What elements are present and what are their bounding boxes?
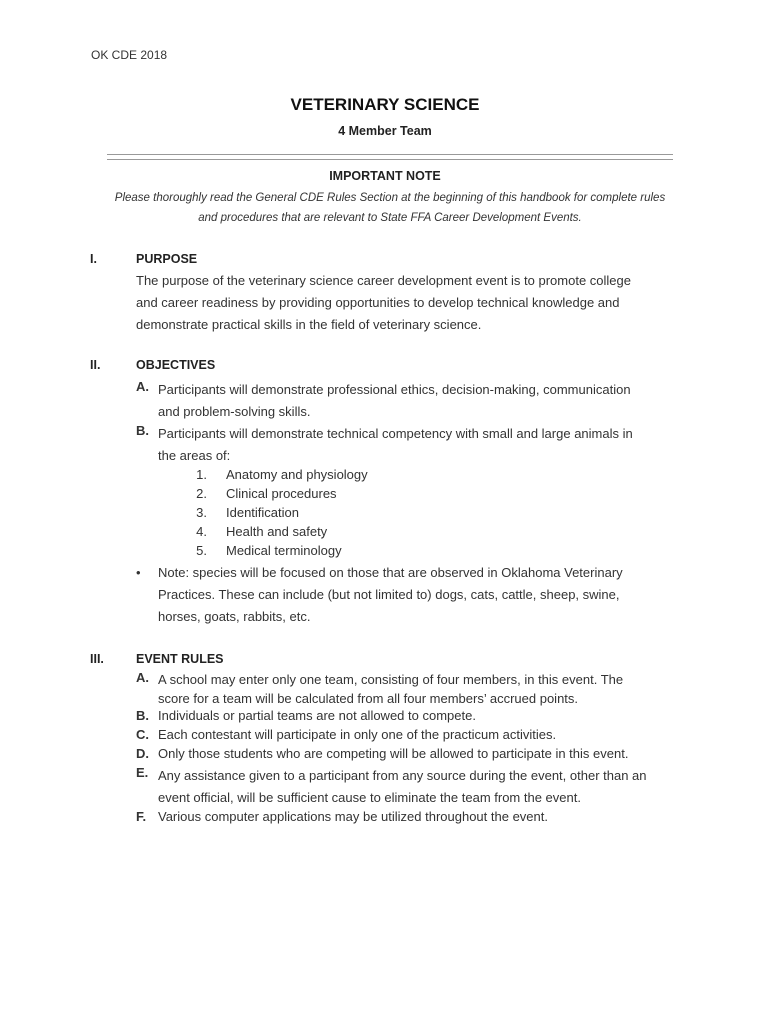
area-text: Anatomy and physiology: [226, 467, 368, 482]
area-number: 4.: [196, 524, 207, 539]
item-letter: B.: [136, 708, 149, 723]
item-line: Any assistance given to a participant from any source during the event, other than an: [158, 768, 647, 783]
item-letter: D.: [136, 746, 149, 761]
item-text: [158, 423, 698, 467]
item-letter: A.: [136, 379, 149, 394]
item-text: Various computer applications may be utilized throughout the event.: [158, 809, 548, 824]
purpose-paragraph: [136, 270, 696, 336]
area-text: Identification: [226, 505, 299, 520]
area-number: 3.: [196, 505, 207, 520]
item-text: [158, 765, 698, 809]
item-text: [158, 379, 698, 423]
area-number: 1.: [196, 467, 207, 482]
item-letter: C.: [136, 727, 149, 742]
item-line: the areas of:: [158, 448, 231, 463]
purpose-line: and career readiness by providing opportunities to develop technical knowledge and: [136, 295, 620, 310]
important-note-line: and procedures that are relevant to State FFA Career Development Events.: [198, 212, 582, 224]
item-line: and problem-solving skills.: [158, 404, 311, 419]
item-text: [158, 670, 698, 708]
item-letter: A.: [136, 670, 149, 685]
bullet-line: horses, goats, rabbits, etc.: [158, 609, 311, 624]
important-note-line: Please thoroughly read the General CDE Rules Section at the beginning of this handbook for complete rules: [114, 192, 666, 204]
item-letter: F.: [136, 809, 147, 824]
section-title-objectives: OBJECTIVES: [136, 358, 216, 372]
item-line: event official, will be sufficient cause to eliminate the team from the event.: [158, 790, 581, 805]
area-text: Medical terminology: [226, 543, 342, 558]
bullet-line: Practices. These can include (but not limited to) dogs, cats, cattle, sheep, swine,: [158, 587, 620, 602]
purpose-line: The purpose of the veterinary science career development event is to promote college: [136, 273, 631, 288]
item-text: Each contestant will participate in only one of the practicum activities.: [158, 727, 557, 742]
important-note-body: [80, 188, 700, 228]
page-subtitle: 4 Member Team: [338, 124, 432, 138]
double-rule-divider: [107, 154, 673, 160]
section-title-purpose: PURPOSE: [136, 252, 198, 266]
item-line: score for a team will be calculated from all four members’ accrued points.: [158, 691, 579, 706]
item-text: Only those students who are competing will be allowed to participate in this event.: [158, 746, 629, 761]
item-line: A school may enter only one team, consisting of four members, in this event. The: [158, 672, 624, 687]
section-numeral-purpose: I.: [90, 252, 97, 266]
area-text: Health and safety: [226, 524, 328, 539]
section-numeral-rules: III.: [90, 652, 104, 666]
page-title: VETERINARY SCIENCE: [290, 95, 480, 114]
bullet-line: Note: species will be focused on those that are observed in Oklahoma Veterinary: [158, 565, 623, 580]
area-number: 5.: [196, 543, 207, 558]
header-tag: OK CDE 2018: [91, 48, 168, 62]
section-title-rules: EVENT RULES: [136, 652, 224, 666]
section-numeral-objectives: II.: [90, 358, 101, 372]
area-text: Clinical procedures: [226, 486, 337, 501]
area-number: 2.: [196, 486, 207, 501]
bullet-icon: •: [136, 565, 141, 580]
important-note-heading: IMPORTANT NOTE: [329, 169, 441, 183]
item-letter: E.: [136, 765, 149, 780]
item-letter: B.: [136, 423, 149, 438]
purpose-line: demonstrate practical skills in the field of veterinary science.: [136, 317, 482, 332]
item-text: Individuals or partial teams are not allowed to compete.: [158, 708, 476, 723]
item-line: Participants will demonstrate professional ethics, decision-making, communication: [158, 382, 631, 397]
item-line: Participants will demonstrate technical competency with small and large animals in: [158, 426, 633, 441]
bullet-text: [158, 562, 688, 628]
